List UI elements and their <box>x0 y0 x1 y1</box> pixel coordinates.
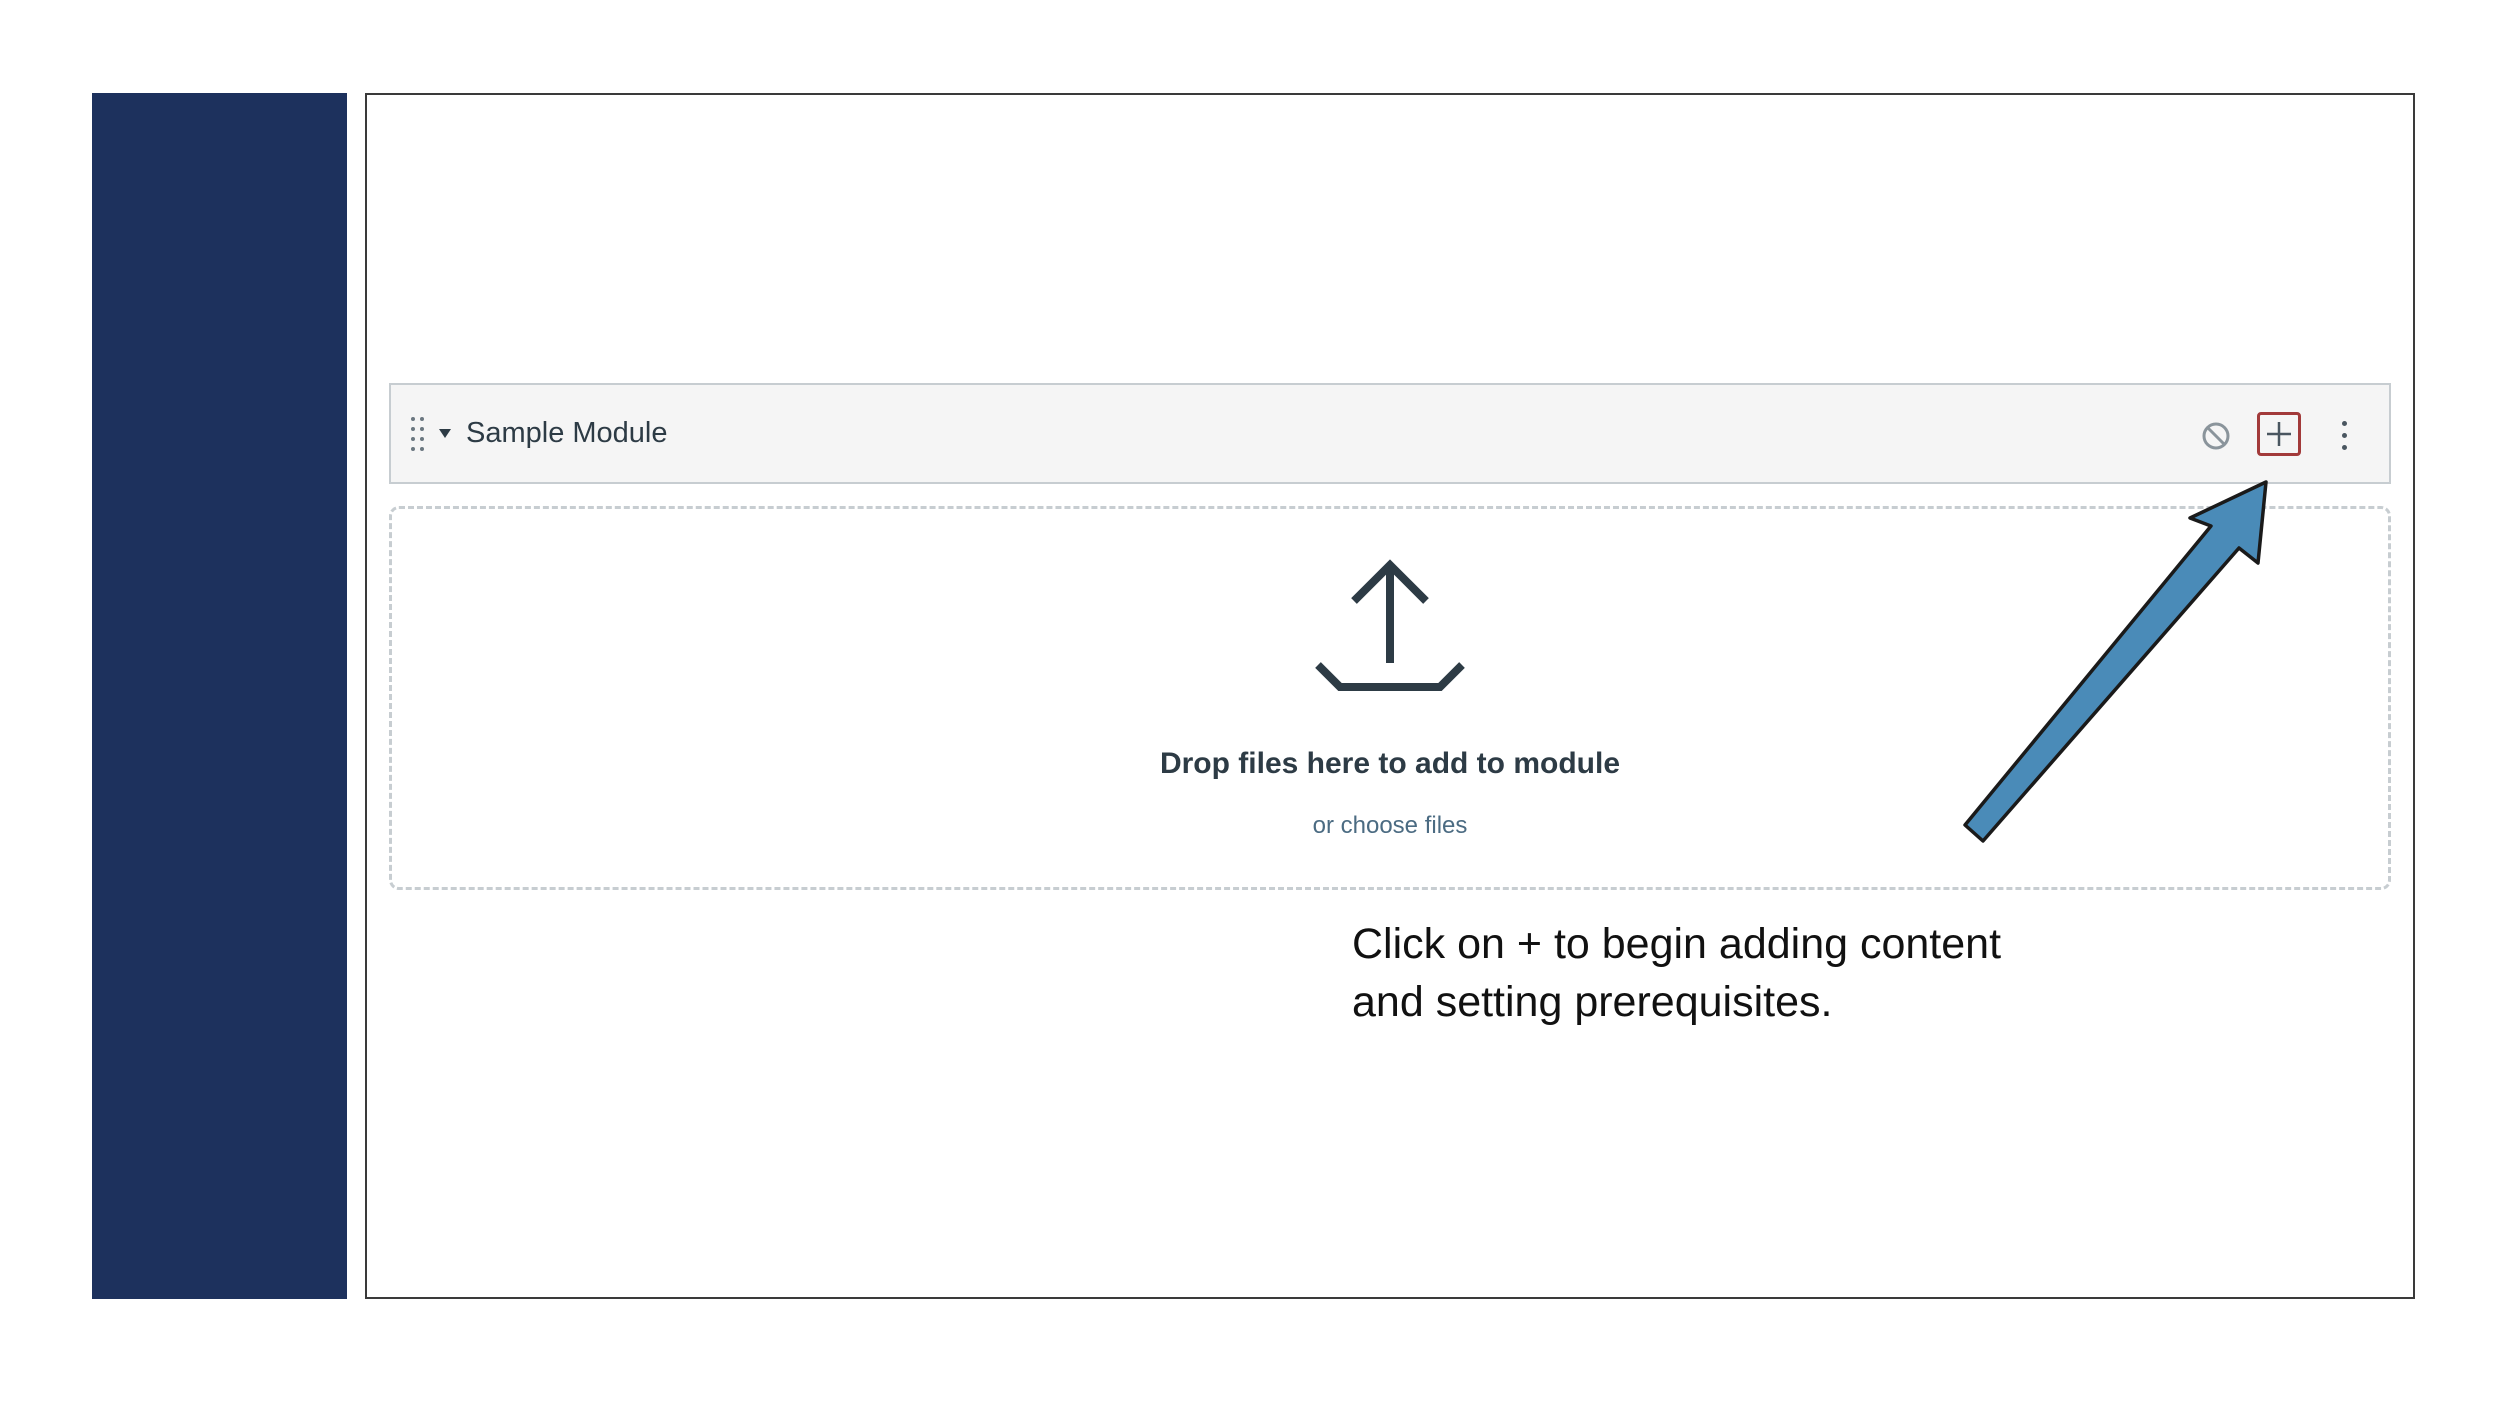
upload-icon <box>1315 555 1465 705</box>
plus-icon <box>2264 419 2294 449</box>
slide-sidebar-band <box>92 93 347 1299</box>
dropzone-title: Drop files here to add to module <box>1159 747 1621 780</box>
annotation-arrow <box>1940 470 2280 850</box>
module-title: Sample Module <box>466 417 668 449</box>
unpublished-icon[interactable] <box>2200 420 2232 452</box>
drag-handle-icon[interactable] <box>409 417 427 451</box>
module-header <box>389 383 2391 484</box>
instruction-text <box>1352 915 2152 1031</box>
kebab-icon[interactable] <box>2339 419 2349 453</box>
caret-down-icon[interactable] <box>439 429 451 438</box>
instruction-line-1: Click on + to begin adding content <box>1352 920 2002 968</box>
add-content-button[interactable] <box>2257 412 2301 456</box>
instruction-line-2: and setting prerequisites. <box>1352 978 1833 1026</box>
choose-files-link[interactable]: or choose files <box>1312 812 1468 839</box>
